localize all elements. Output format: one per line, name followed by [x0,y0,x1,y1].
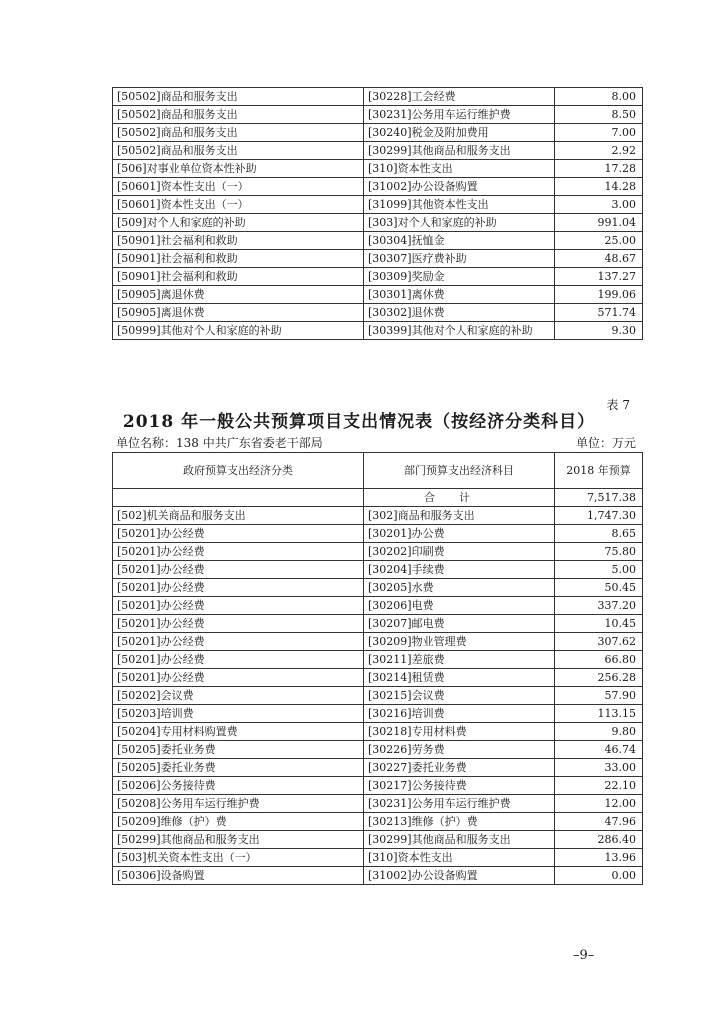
gov-classification-cell: [50502]商品和服务支出 [113,124,364,142]
amount-cell: 137.27 [555,268,643,286]
dept-subject-cell: [30227]委托业务费 [364,759,555,777]
top-expenditure-table [112,87,643,340]
gov-classification-cell: [50502]商品和服务支出 [113,88,364,106]
table-row [113,615,643,633]
table-row [113,633,643,651]
gov-classification-cell: [50201]办公经费 [113,561,364,579]
dept-subject-cell: [30202]印刷费 [364,543,555,561]
amount-cell: 8.65 [555,525,643,543]
gov-classification-cell: [50502]商品和服务支出 [113,106,364,124]
table-row [113,723,643,741]
table-row [113,232,643,250]
amount-cell: 48.67 [555,250,643,268]
top-table-body [113,88,643,340]
table-row [113,178,643,196]
table-row [113,106,643,124]
dept-subject-cell: [30231]公务用车运行维护费 [364,795,555,813]
gov-classification-cell: [50201]办公经费 [113,615,364,633]
amount-cell: 0.00 [555,867,643,885]
gov-classification-cell: [503]机关资本性支出（一） [113,849,364,867]
gov-classification-cell: [50901]社会福利和救助 [113,232,364,250]
amount-cell: 17.28 [555,160,643,178]
table-row [113,124,643,142]
amount-cell: 75.80 [555,543,643,561]
dept-subject-cell: [30217]公务接待费 [364,777,555,795]
gov-classification-cell: [50201]办公经费 [113,525,364,543]
amount-cell: 14.28 [555,178,643,196]
amount-cell: 13.96 [555,849,643,867]
table-row [113,795,643,813]
amount-cell: 3.00 [555,196,643,214]
table-row [113,867,643,885]
gov-classification-cell: [50201]办公经费 [113,597,364,615]
gov-classification-cell: [50905]离退休费 [113,286,364,304]
dept-subject-cell: [30299]其他商品和服务支出 [364,831,555,849]
amount-cell: 9.80 [555,723,643,741]
amount-cell: 286.40 [555,831,643,849]
total-row [113,489,643,507]
gov-classification-cell: [506]对事业单位资本性补助 [113,160,364,178]
amount-cell: 113.15 [555,705,643,723]
table-row [113,597,643,615]
amount-cell: 571.74 [555,304,643,322]
dept-subject-cell: [30209]物业管理费 [364,633,555,651]
table-row [113,561,643,579]
dept-subject-cell: [30309]奖励金 [364,268,555,286]
gov-classification-cell: [50299]其他商品和服务支出 [113,831,364,849]
dept-subject-cell: [30399]其他对个人和家庭的补助 [364,322,555,340]
amount-cell: 46.74 [555,741,643,759]
table-row [113,651,643,669]
amount-cell: 307.62 [555,633,643,651]
gov-classification-cell: [50201]办公经费 [113,633,364,651]
dept-subject-cell: [30228]工会经费 [364,88,555,106]
gov-classification-cell: [50209]维修（护）费 [113,813,364,831]
dept-subject-cell: [31002]办公设备购置 [364,867,555,885]
unit-name: 单位名称：138 中共广东省委老干部局 [116,436,323,450]
unit-label: 单位：万元 [575,436,636,450]
amount-cell: 8.50 [555,106,643,124]
amount-cell: 199.06 [555,286,643,304]
amount-cell: 22.10 [555,777,643,795]
table-row [113,741,643,759]
dept-subject-cell: [30207]邮电费 [364,615,555,633]
gov-classification-cell: [50203]培训费 [113,705,364,723]
table-row [113,849,643,867]
gov-classification-cell: [50201]办公经费 [113,651,364,669]
table-row [113,142,643,160]
table-row [113,669,643,687]
table-row [113,286,643,304]
dept-subject-cell: [30205]水费 [364,579,555,597]
amount-cell: 10.45 [555,615,643,633]
dept-subject-cell: [310]资本性支出 [364,160,555,178]
gov-classification-cell: [50901]社会福利和救助 [113,250,364,268]
dept-subject-cell: [30304]抚恤金 [364,232,555,250]
dept-subject-cell: [30215]会议费 [364,687,555,705]
amount-cell: 47.96 [555,813,643,831]
table-row [113,250,643,268]
gov-classification-cell: [50202]会议费 [113,687,364,705]
total-value: 7,517.38 [555,489,643,507]
dept-subject-cell: [30302]退休费 [364,304,555,322]
dept-subject-cell: [30211]差旅费 [364,651,555,669]
amount-cell: 25.00 [555,232,643,250]
amount-cell: 9.30 [555,322,643,340]
dept-subject-cell: [30201]办公费 [364,525,555,543]
gov-classification-cell: [50999]其他对个人和家庭的补助 [113,322,364,340]
amount-cell: 5.00 [555,561,643,579]
dept-subject-cell: [31099]其他资本性支出 [364,196,555,214]
gov-classification-cell: [50901]社会福利和救助 [113,268,364,286]
dept-subject-cell: [303]对个人和家庭的补助 [364,214,555,232]
header-gov-classification: 政府预算支出经济分类 [113,453,364,489]
dept-subject-cell: [30216]培训费 [364,705,555,723]
table-row [113,88,643,106]
gov-classification-cell: [50201]办公经费 [113,669,364,687]
dept-subject-cell: [31002]办公设备购置 [364,178,555,196]
gov-classification-cell: [50306]设备购置 [113,867,364,885]
amount-cell: 2.92 [555,142,643,160]
dept-subject-cell: [310]资本性支出 [364,849,555,867]
table-row [113,214,643,232]
table-row [113,160,643,178]
table-row [113,705,643,723]
gov-classification-cell: [50206]公务接待费 [113,777,364,795]
gov-classification-cell: [509]对个人和家庭的补助 [113,214,364,232]
dept-subject-cell: [30231]公务用车运行维护费 [364,106,555,124]
gov-classification-cell: [50205]委托业务费 [113,759,364,777]
table-row [113,525,643,543]
gov-classification-cell: [50201]办公经费 [113,543,364,561]
dept-subject-cell: [30206]电费 [364,597,555,615]
gov-classification-cell: [50601]资本性支出（一） [113,178,364,196]
main-table-body [113,489,643,885]
total-empty-cell [113,489,364,507]
header-dept-subject: 部门预算支出经济科目 [364,453,555,489]
dept-subject-cell: [30240]税金及附加费用 [364,124,555,142]
amount-cell: 256.28 [555,669,643,687]
table-row [113,579,643,597]
table-row [113,543,643,561]
dept-subject-cell: [30204]手续费 [364,561,555,579]
gov-classification-cell: [50502]商品和服务支出 [113,142,364,160]
dept-subject-cell: [30307]医疗费补助 [364,250,555,268]
table-row [113,507,643,525]
total-label: 合计 [364,489,555,507]
amount-cell: 991.04 [555,214,643,232]
table-row [113,813,643,831]
table-header-row [113,453,643,489]
table-number: 表 7 [606,398,630,412]
table-row [113,268,643,286]
gov-classification-cell: [50905]离退休费 [113,304,364,322]
table-row [113,759,643,777]
amount-cell: 7.00 [555,124,643,142]
page-number: –9– [573,948,595,963]
dept-subject-cell: [30299]其他商品和服务支出 [364,142,555,160]
table-row [113,687,643,705]
table-row [113,777,643,795]
dept-subject-cell: [30218]专用材料费 [364,723,555,741]
table-row [113,304,643,322]
gov-classification-cell: [50204]专用材料购置费 [113,723,364,741]
gov-classification-cell: [50601]资本性支出（一） [113,196,364,214]
gov-classification-cell: [50205]委托业务费 [113,741,364,759]
gov-classification-cell: [50201]办公经费 [113,579,364,597]
header-budget-2018: 2018 年预算 [555,453,643,489]
amount-cell: 337.20 [555,597,643,615]
page-title: 2018 年一般公共预算项目支出情况表（按经济分类科目） [122,412,596,432]
dept-subject-cell: [30214]租赁费 [364,669,555,687]
gov-classification-cell: [502]机关商品和服务支出 [113,507,364,525]
amount-cell: 66.80 [555,651,643,669]
main-expenditure-table [112,452,643,885]
amount-cell: 33.00 [555,759,643,777]
dept-subject-cell: [30213]维修（护）费 [364,813,555,831]
amount-cell: 1,747.30 [555,507,643,525]
gov-classification-cell: [50208]公务用车运行维护费 [113,795,364,813]
amount-cell: 50.45 [555,579,643,597]
amount-cell: 57.90 [555,687,643,705]
dept-subject-cell: [302]商品和服务支出 [364,507,555,525]
table-row [113,196,643,214]
table-row [113,831,643,849]
dept-subject-cell: [30301]离休费 [364,286,555,304]
table-row [113,322,643,340]
amount-cell: 8.00 [555,88,643,106]
amount-cell: 12.00 [555,795,643,813]
dept-subject-cell: [30226]劳务费 [364,741,555,759]
